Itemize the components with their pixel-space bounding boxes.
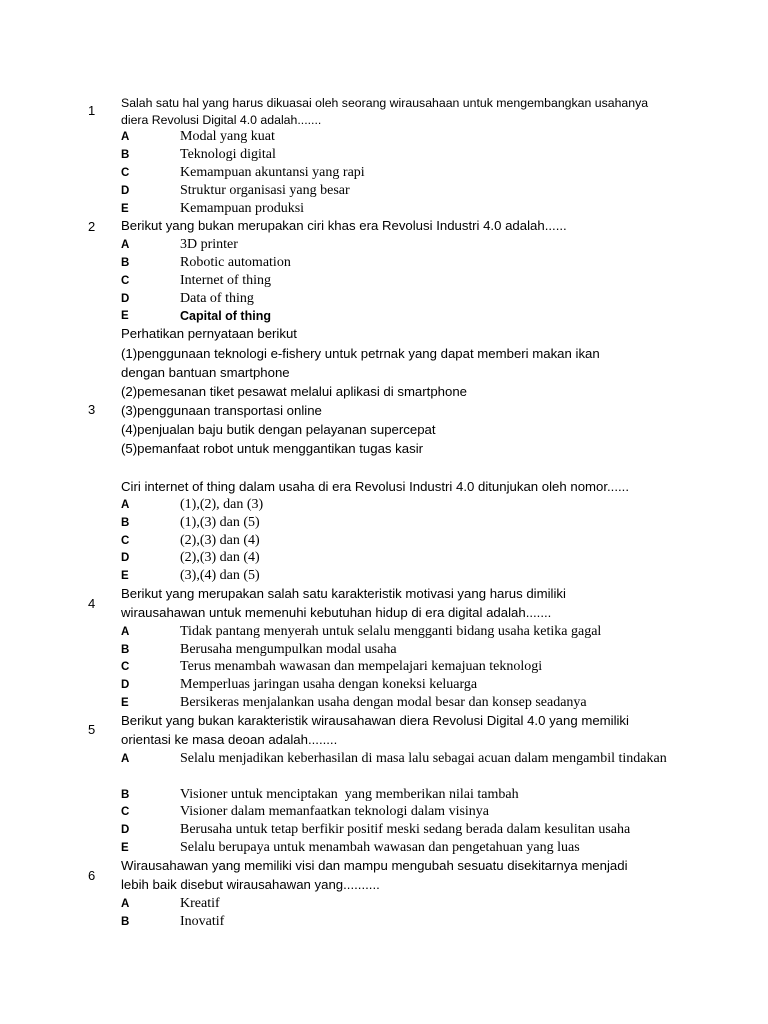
option-letter: E bbox=[121, 203, 129, 215]
option-letter: E bbox=[121, 842, 129, 854]
option-letter: A bbox=[121, 898, 130, 910]
option-letter: B bbox=[121, 149, 130, 161]
question-stem-line: Berikut yang bukan merupakan ciri khas era Revolusi Industri 4.0 adalah...... bbox=[121, 218, 567, 233]
question-stem-line: wirausahawan untuk memenuhi kebutuhan hidup di era digital adalah....... bbox=[121, 605, 552, 620]
option-letter: E bbox=[121, 310, 129, 322]
option-letter: B bbox=[121, 257, 130, 269]
question-stem-line: Salah satu hal yang harus dikuasai oleh seorang wirausahaan untuk mengembangkan usahanya bbox=[121, 96, 649, 110]
option-text: Memperluas jaringan usaha dengan koneksi keluarga bbox=[180, 677, 478, 692]
question-stem-line: Berikut yang merupakan salah satu karakteristik motivasi yang harus dimiliki bbox=[121, 586, 566, 601]
question-stem-line: (5)pemanfaat robot untuk menggantikan tugas kasir bbox=[121, 441, 424, 456]
question-stem-line: (4)penjualan baju butik dengan pelayanan supercepat bbox=[121, 422, 436, 437]
option-text: (1),(3) dan (5) bbox=[180, 515, 260, 530]
option-text: Internet of thing bbox=[180, 273, 271, 288]
option-text: Struktur organisasi yang besar bbox=[180, 183, 350, 198]
option-letter: B bbox=[121, 789, 130, 801]
question-number: 3 bbox=[88, 402, 96, 417]
option-letter: A bbox=[121, 499, 130, 511]
question-stem-line: Berikut yang bukan karakteristik wirausahawan diera Revolusi Digital 4.0 yang memiliki bbox=[121, 713, 629, 728]
option-text: Robotic automation bbox=[180, 255, 291, 270]
option-letter: B bbox=[121, 644, 130, 656]
question-stem-line: Perhatikan pernyataan berikut bbox=[121, 326, 297, 341]
option-letter: C bbox=[121, 661, 130, 673]
option-text: Terus menambah wawasan dan mempelajari kemajuan teknologi bbox=[180, 659, 543, 674]
option-letter: A bbox=[121, 753, 130, 765]
option-text: Selalu berupaya untuk menambah wawasan dan pengetahuan yang luas bbox=[180, 840, 580, 855]
option-text: Berusaha mengumpulkan modal usaha bbox=[180, 642, 397, 657]
question-stem-line: (2)pemesanan tiket pesawat melalui aplikasi di smartphone bbox=[121, 384, 467, 399]
question-number: 4 bbox=[88, 596, 96, 611]
option-letter: B bbox=[121, 916, 130, 928]
option-letter: D bbox=[121, 824, 130, 836]
question-stem-line: lebih baik disebut wirausahawan yang.......... bbox=[121, 877, 380, 892]
option-letter: D bbox=[121, 679, 130, 691]
option-text: (2),(3) dan (4) bbox=[180, 533, 260, 548]
option-text: (3),(4) dan (5) bbox=[180, 568, 260, 583]
option-letter: A bbox=[121, 626, 130, 638]
option-letter: D bbox=[121, 293, 130, 305]
option-text: Selalu menjadikan keberhasilan di masa lalu sebagai acuan dalam mengambil tindakan bbox=[180, 751, 667, 766]
option-letter: C bbox=[121, 535, 130, 547]
option-letter: C bbox=[121, 167, 130, 179]
option-letter: A bbox=[121, 131, 130, 143]
question-number: 2 bbox=[88, 219, 96, 234]
option-letter: D bbox=[121, 552, 130, 564]
option-text: Modal yang kuat bbox=[180, 129, 275, 144]
question-stem-line: Ciri internet of thing dalam usaha di era Revolusi Industri 4.0 ditunjukan oleh nomor...... bbox=[121, 479, 630, 494]
option-text: Bersikeras menjalankan usaha dengan modal besar dan konsep seadanya bbox=[180, 695, 587, 710]
option-text: Inovatif bbox=[180, 914, 225, 929]
option-letter: B bbox=[121, 517, 130, 529]
option-text: Visioner untuk menciptakan yang memberikan nilai tambah bbox=[180, 787, 519, 802]
option-letter: E bbox=[121, 697, 129, 709]
option-text: Kemampuan produksi bbox=[180, 201, 305, 216]
option-text: Kemampuan akuntansi yang rapi bbox=[180, 165, 365, 180]
option-text: Tidak pantang menyerah untuk selalu mengganti bidang usaha ketika gagal bbox=[180, 624, 602, 639]
option-text: Teknologi digital bbox=[180, 147, 276, 162]
question-number: 6 bbox=[88, 868, 96, 883]
option-text: Capital of thing bbox=[180, 309, 271, 323]
question-stem-line: dengan bantuan smartphone bbox=[121, 365, 290, 380]
option-letter: D bbox=[121, 185, 130, 197]
question-stem-line: diera Revolusi Digital 4.0 adalah....... bbox=[121, 113, 322, 127]
question-stem-line: (1)penggunaan teknologi e-fishery untuk petrnak yang dapat memberi makan ikan bbox=[121, 346, 600, 361]
option-letter: C bbox=[121, 806, 130, 818]
option-text: 3D printer bbox=[180, 237, 238, 252]
question-number: 5 bbox=[88, 722, 96, 737]
question-stem-line: orientasi ke masa deoan adalah........ bbox=[121, 732, 338, 747]
question-number: 1 bbox=[88, 103, 96, 118]
option-text: Kreatif bbox=[180, 896, 220, 911]
option-letter: E bbox=[121, 570, 129, 582]
option-text: Berusaha untuk tetap berfikir positif meski sedang berada dalam kesulitan usaha bbox=[180, 822, 631, 837]
option-text: (1),(2), dan (3) bbox=[180, 497, 264, 512]
question-stem-line: (3)penggunaan transportasi online bbox=[121, 403, 322, 418]
option-text: Visioner dalam memanfaatkan teknologi dalam visinya bbox=[180, 804, 490, 819]
option-letter: C bbox=[121, 275, 130, 287]
option-text: (2),(3) dan (4) bbox=[180, 550, 260, 565]
question-stem-line: Wirausahawan yang memiliki visi dan mampu mengubah sesuatu disekitarnya menjadi bbox=[121, 858, 628, 873]
option-text: Data of thing bbox=[180, 291, 254, 306]
option-letter: A bbox=[121, 239, 130, 251]
